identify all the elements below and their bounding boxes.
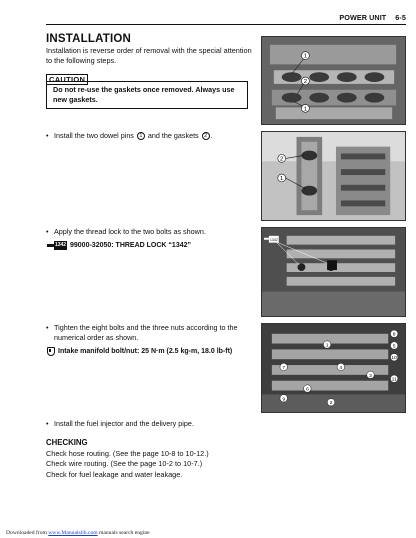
photo1-callout: 2 bbox=[303, 78, 308, 85]
bullet-dot: • bbox=[46, 131, 49, 140]
photo4-callout: 1 bbox=[325, 343, 329, 349]
photo4-callout: 11 bbox=[391, 377, 397, 383]
photo4-callout: 4 bbox=[339, 365, 343, 371]
photo-manifold-gaskets bbox=[261, 36, 406, 125]
photo4-callout: 3 bbox=[369, 373, 372, 379]
photo-thread-lock-bolts bbox=[261, 227, 406, 317]
photo1-callout: 1 bbox=[303, 106, 308, 113]
photo-dowel-pins bbox=[261, 131, 406, 221]
installation-intro: Installation is reverse order of removal with the special attention to the following steps. bbox=[46, 46, 252, 66]
photo4-callout: 5 bbox=[392, 344, 396, 350]
thread-lock-spec bbox=[47, 241, 191, 250]
header-section: POWER UNIT bbox=[339, 13, 387, 22]
checking-heading: CHECKING bbox=[46, 438, 88, 447]
photo4-callout: 2 bbox=[329, 401, 333, 407]
bullet-dot: • bbox=[46, 323, 49, 332]
step-thread-lock bbox=[46, 227, 256, 237]
download-footer bbox=[6, 530, 150, 536]
photo4-callout: 7 bbox=[282, 365, 286, 371]
step-dowel-pins bbox=[46, 131, 256, 141]
step-tighten-text: Tighten the eight bolts and the three nuts according to the numerical order as shown. bbox=[54, 323, 238, 343]
step-fuel-text: Install the fuel injector and the delivery pipe. bbox=[54, 419, 194, 428]
torque-spec bbox=[47, 347, 232, 356]
checking-line: Check for fuel leakage and water leakage. bbox=[46, 469, 183, 479]
photo3-thread-lock-tag: 1342 bbox=[269, 238, 278, 243]
caution-box: Do not re-use the gaskets once removed. Always use new gaskets. bbox=[46, 81, 248, 109]
photo4-callout: 6 bbox=[305, 387, 309, 393]
step-dowel-text-mid: and the gaskets bbox=[147, 131, 199, 140]
step-dowel-text-pre: Install the two dowel pins bbox=[54, 131, 134, 140]
photo1-callout: 1 bbox=[303, 53, 308, 60]
step-thread-lock-text: Apply the thread lock to the two bolts as shown. bbox=[54, 227, 206, 236]
photo4-callout: 9 bbox=[282, 397, 286, 403]
bullet-dot: • bbox=[46, 227, 49, 236]
torque-wrench-icon bbox=[47, 347, 55, 356]
manualslib-link[interactable]: www.Manualslib.com bbox=[48, 530, 98, 536]
callout-number-1: 1 bbox=[137, 132, 145, 140]
photo2-callout: 2 bbox=[280, 156, 284, 163]
step-dowel-text-post: . bbox=[210, 131, 213, 140]
thread-lock-spec-text: 99000-32050: THREAD LOCK “1342” bbox=[70, 242, 191, 249]
header-rule bbox=[46, 24, 406, 25]
checking-line: Check hose routing. (See the page 10-8 to 10-12.) bbox=[46, 449, 209, 458]
checking-line: Check wire routing. (See the page 10-2 to 10-7.) bbox=[46, 459, 203, 469]
photo4-callout: 8 bbox=[392, 332, 396, 338]
thread-lock-icon: 1342 bbox=[47, 241, 67, 250]
footer-pre: Downloaded from bbox=[6, 530, 47, 536]
photo4-callout: 10 bbox=[391, 356, 397, 362]
bullet-dot: • bbox=[46, 419, 49, 428]
running-header bbox=[330, 13, 406, 22]
torque-spec-text: Intake manifold bolt/nut: 25 N·m (2.5 kg-m, 18.0 lb-ft) bbox=[58, 348, 233, 355]
photo-tightening-order bbox=[261, 323, 406, 413]
installation-heading: INSTALLATION bbox=[46, 33, 132, 45]
step-tighten-bolts bbox=[46, 323, 256, 344]
photo2-callout: 1 bbox=[280, 175, 284, 182]
callout-number-2: 2 bbox=[202, 132, 210, 140]
footer-post: manuals search engine bbox=[99, 530, 150, 536]
header-page-number: 6-5 bbox=[395, 13, 406, 22]
caution-label: CAUTION bbox=[46, 74, 88, 85]
step-fuel-injector bbox=[46, 419, 256, 429]
checking-list bbox=[46, 449, 256, 480]
